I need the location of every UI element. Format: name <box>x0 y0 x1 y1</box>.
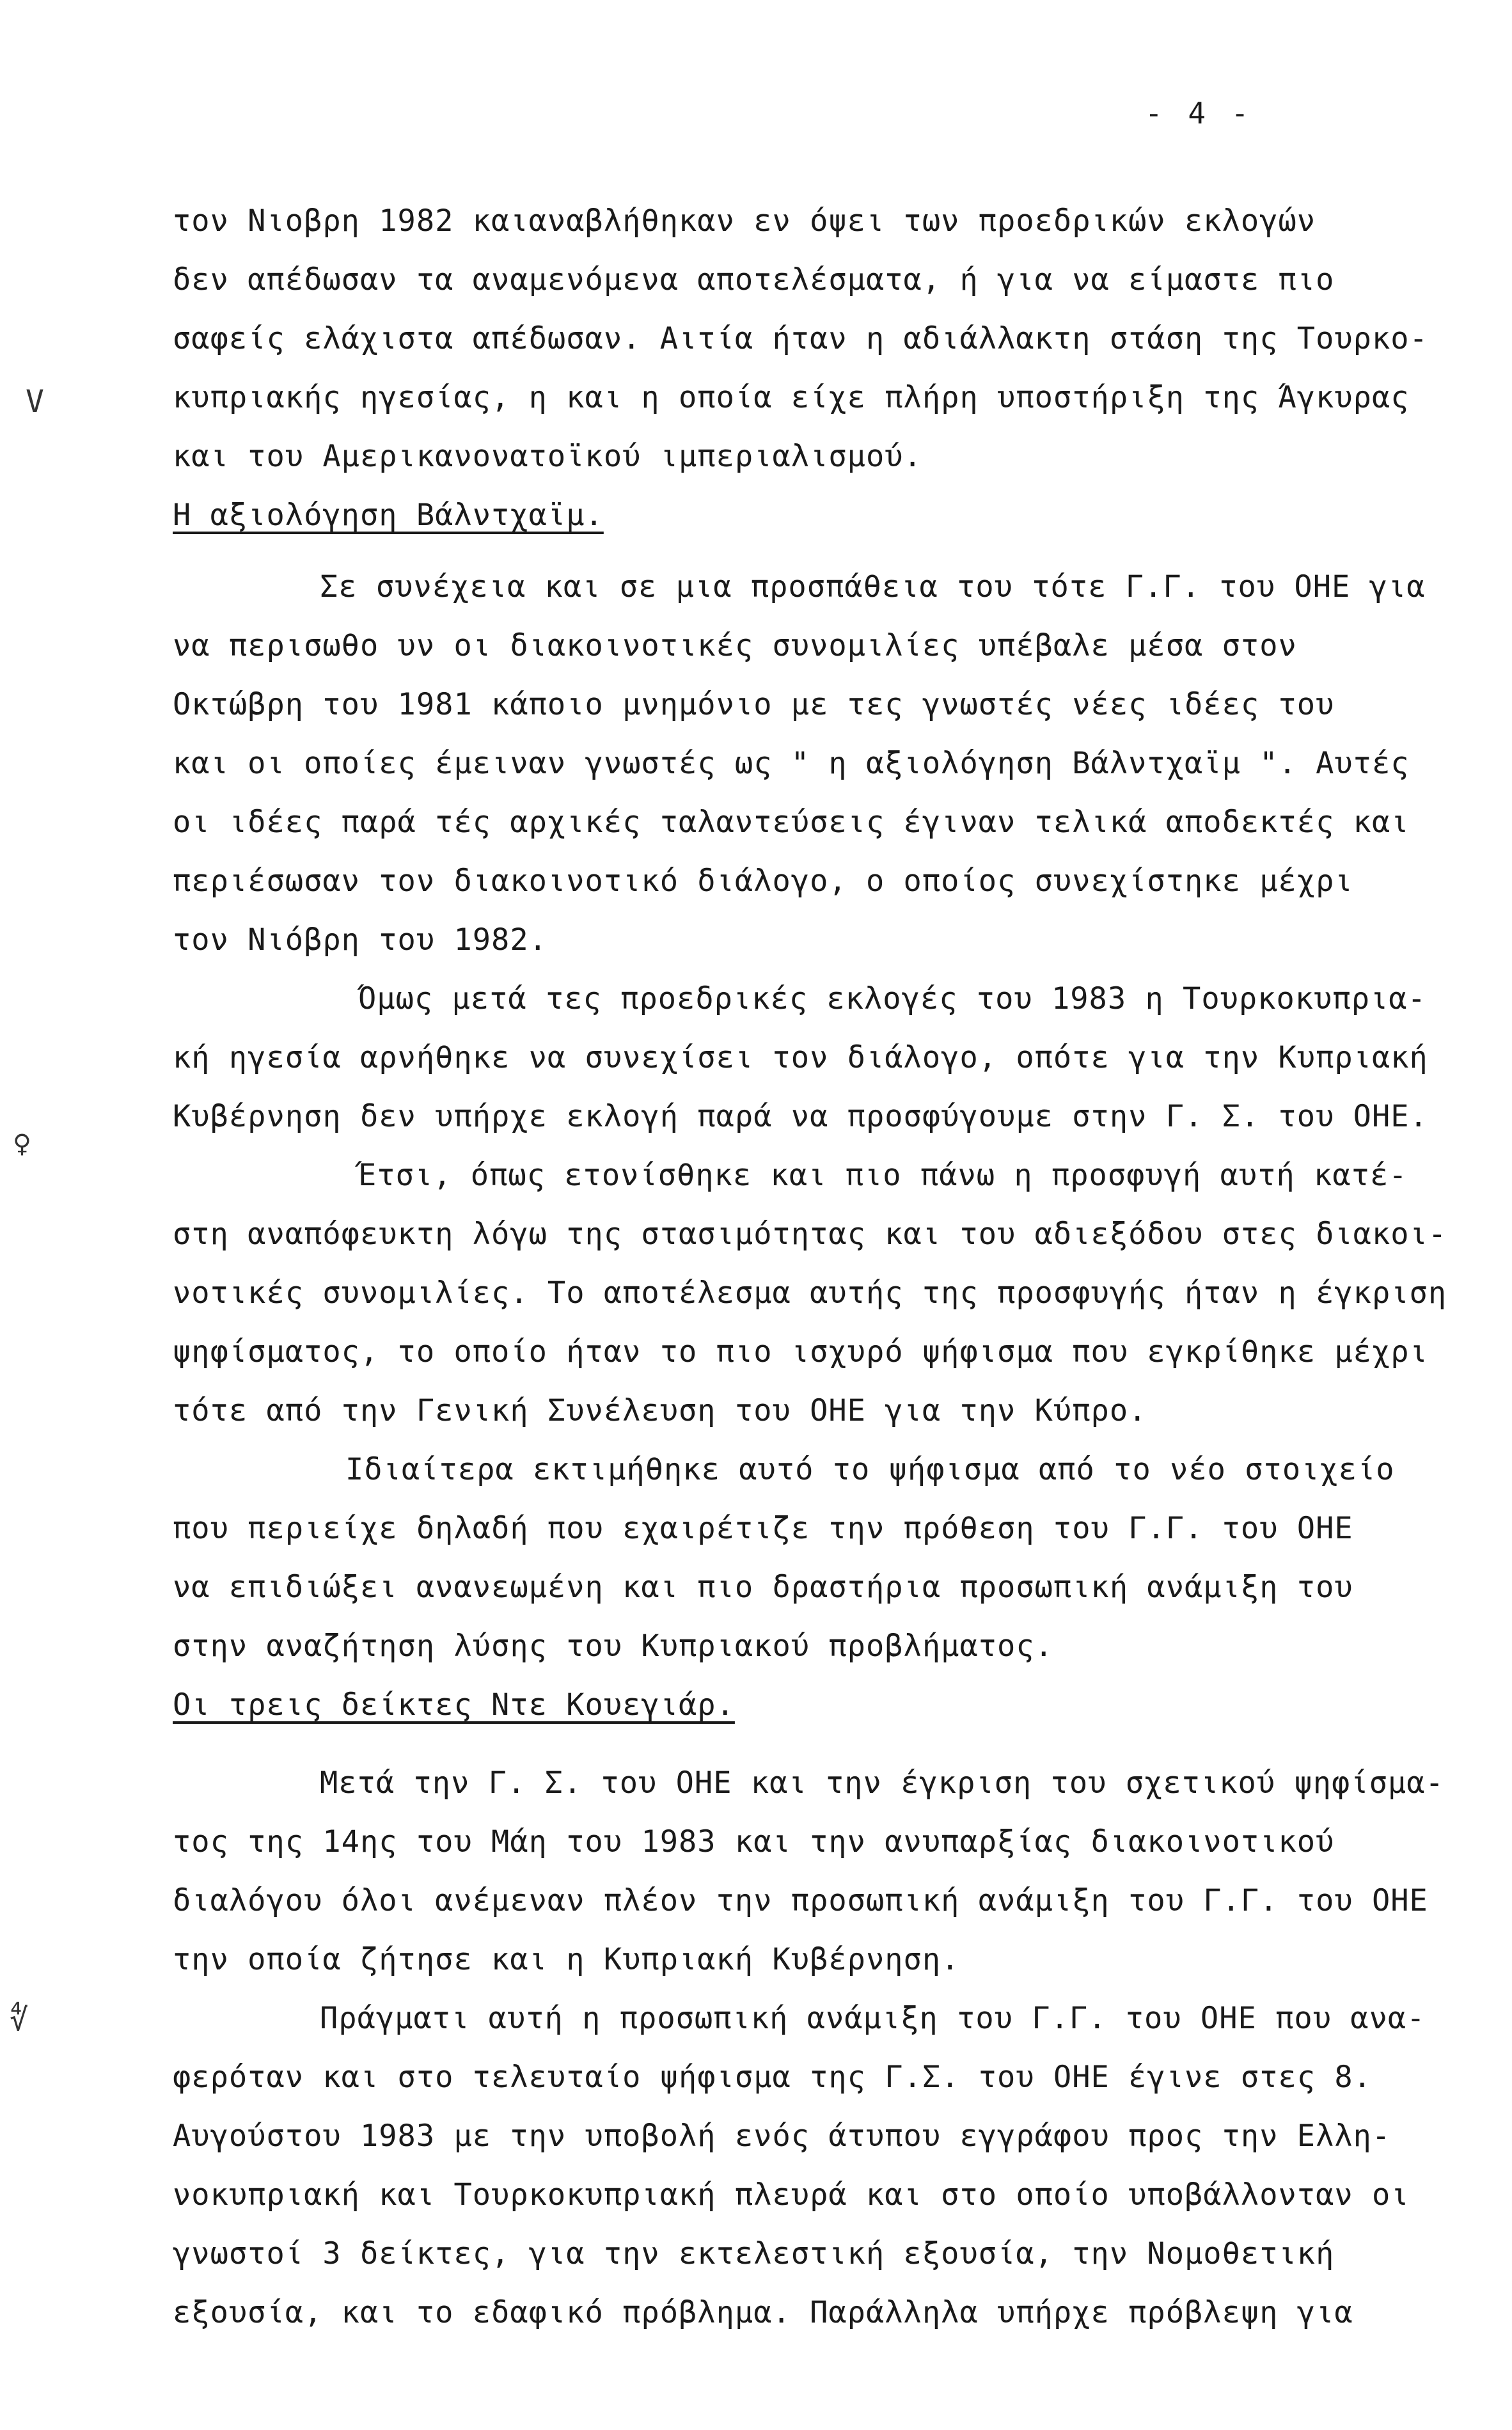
text-line: Κυβέρνηση δεν υπήρχε εκλογή παρά να προσφύγουμε στην Γ. Σ. του ΟΗΕ. <box>173 1099 1428 1134</box>
text-line: οι ιδέες παρά τές αρχικές ταλαντεύσεις έγιναν τελικά αποδεκτές και <box>173 805 1410 840</box>
text-line: τος της 14ης του Μάη του 1983 και την ανυπαρξίας διακοινοτικού <box>173 1824 1335 1859</box>
text-line: Πράγματι αυτή η προσωπική ανάμιξη του Γ.Γ. του ΟΗΕ που ανα- <box>320 2001 1426 2036</box>
text-line: ψηφίσματος, το οποίο ήταν το πιο ισχυρό ψήφισμα που εγκρίθηκε μέχρι <box>173 1334 1428 1369</box>
section-heading: Η αξιολόγηση Βάλντχαϊμ. <box>173 498 604 533</box>
text-line: που περιείχε δηλαδή που εχαιρέτιζε την πρόθεση του Γ.Γ. του ΟΗΕ <box>173 1511 1353 1546</box>
text-line: τον Νιόβρη του 1982. <box>173 922 547 958</box>
text-line: διαλόγου όλοι ανέμεναν πλέον την προσωπική ανάμιξη του Γ.Γ. του ΟΗΕ <box>173 1883 1428 1918</box>
page-number: - 4 - <box>1145 96 1253 130</box>
text-line: δεν απέδωσαν τα αναμενόμενα αποτελέσματα, ή για να είμαστε πιο <box>173 262 1335 297</box>
text-line: τότε από την Γενική Συνέλευση του ΟΗΕ για την Κύπρο. <box>173 1393 1147 1428</box>
text-line: Αυγούστου 1983 με την υποβολή ενός άτυπου εγγράφου προς την Ελλη- <box>173 2118 1391 2154</box>
text-line: και του Αμερικανονατοϊκού ιμπεριαλισμού. <box>173 439 922 474</box>
text-line: Ιδιαίτερα εκτιμήθηκε αυτό το ψήφισμα από το νέο στοιχείο <box>345 1452 1395 1487</box>
text-line: νοκυπριακή και Τουρκοκυπριακή πλευρά και στο οποίο υποβάλλονταν οι <box>173 2177 1410 2213</box>
text-line: να επιδιώξει ανανεωμένη και πιο δραστήρια προσωπική ανάμιξη του <box>173 1570 1353 1605</box>
text-line: στη αναπόφευκτη λόγω της στασιμότητας και του αδιεξόδου στες διακοι- <box>173 1217 1447 1252</box>
text-line: κυπριακής ηγεσίας, η και η οποία είχε πλήρη υποστήριξη της Άγκυρας <box>173 380 1410 415</box>
margin-mark: ∜ <box>10 2002 28 2038</box>
text-line: την οποία ζήτησε και η Κυπριακή Κυβέρνηση. <box>173 1942 960 1977</box>
margin-mark: V <box>26 384 44 420</box>
text-line: και οι οποίες έμειναν γνωστές ως " η αξιολόγηση Βάλντχαϊμ ". Αυτές <box>173 746 1410 781</box>
section-heading: Οι τρεις δείκτες Ντε Κουεγιάρ. <box>173 1687 735 1723</box>
text-line: στην αναζήτηση λύσης του Κυπριακού προβλήματος. <box>173 1629 1053 1664</box>
text-line: σαφείς ελάχιστα απέδωσαν. Αιτία ήταν η αδιάλλακτη στάση της Τουρκο- <box>173 321 1428 356</box>
margin-mark: ♀ <box>13 1126 31 1162</box>
text-line: κή ηγεσία αρνήθηκε να συνεχίσει τον διάλογο, οπότε για την Κυπριακή <box>173 1040 1428 1075</box>
text-line: φερόταν και στο τελευταίο ψήφισμα της Γ.Σ. του ΟΗΕ έγινε στες 8. <box>173 2060 1372 2095</box>
text-line: Σε συνέχεια και σε μια προσπάθεια του τότε Γ.Γ. του ΟΗΕ για <box>320 569 1426 604</box>
text-line: εξουσία, και το εδαφικό πρόβλημα. Παράλληλα υπήρχε πρόβλεψη για <box>173 2295 1353 2330</box>
text-line: Έτσι, όπως ετονίσθηκε και πιο πάνω η προσφυγή αυτή κατέ- <box>358 1158 1408 1193</box>
text-line: γνωστοί 3 δείκτες, για την εκτελεστική εξουσία, την Νομοθετική <box>173 2236 1335 2271</box>
text-line: Μετά την Γ. Σ. του ΟΗΕ και την έγκριση του σχετικού ψηφίσμα- <box>320 1765 1444 1801</box>
text-line: περιέσωσαν τον διακοινοτικό διάλογο, ο οποίος συνεχίστηκε μέχρι <box>173 864 1353 899</box>
text-line: Οκτώβρη του 1981 κάποιο μνημόνιο με τες γνωστές νέες ιδέες του <box>173 687 1335 722</box>
text-line: νοτικές συνομιλίες. Το αποτέλεσμα αυτής της προσφυγής ήταν η έγκριση <box>173 1275 1447 1311</box>
text-line: τον Νιοβρη 1982 καιαναβλήθηκαν εν όψει των προεδρικών εκλογών <box>173 203 1316 239</box>
text-line: Όμως μετά τες προεδρικές εκλογές του 1983 η Τουρκοκυπρια- <box>358 981 1426 1016</box>
text-line: να περισωθο υν οι διακοινοτικές συνομιλίες υπέβαλε μέσα στον <box>173 628 1297 663</box>
